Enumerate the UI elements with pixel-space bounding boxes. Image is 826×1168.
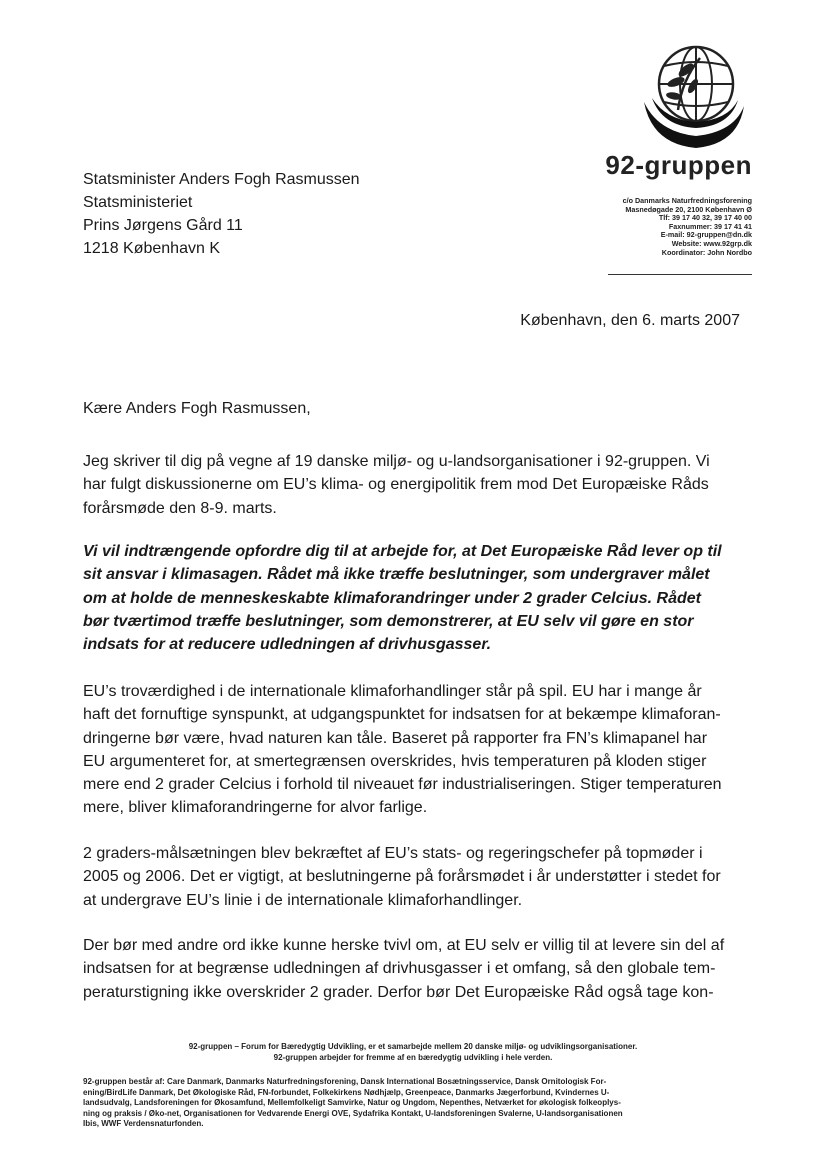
text-line: forårsmøde den 8-9. marts.: [83, 499, 277, 517]
recipient-line: Statsminister Anders Fogh Rasmussen: [83, 171, 360, 188]
text-line: mere end 2 grader Celcius i forhold til niveauet før industrialiseringen. Stiger temperaturen: [83, 776, 722, 794]
contact-line: Tlf: 39 17 40 32, 39 17 40 00: [658, 213, 752, 223]
text-line: indsatsen for at begrænse udledningen af drivhusgasser i et omfang, så den globale tem-: [83, 960, 716, 978]
paragraph-1: [83, 450, 743, 520]
text-line: 2 graders-målsætningen blev bekræftet af EU’s stats- og regeringschefer på topmøder i: [83, 845, 703, 862]
globe-hands-leaf-logo-icon: [638, 40, 748, 152]
text-line: at undergrave EU’s linie i de internationale klimaforhandlinger.: [83, 891, 523, 909]
footer-description: [60, 1041, 766, 1063]
text-line: har fulgt diskussionerne om EU’s klima- og energipolitik frem mod Det Europæiske Råds: [83, 476, 709, 494]
greeting: Kære Anders Fogh Rasmussen,: [83, 400, 311, 417]
text-line: indsats for at reducere udledningen af drivhusgasser.: [83, 636, 492, 654]
text-line: EU argumenteret for, at smertegrænsen overskrides, hvis temperaturen på kloden stiger: [83, 752, 707, 770]
footer-members-line: 92-gruppen består af: Care Danmark, Danmarks Naturfredningsforening, Dansk International Bosætningsservice, Dansk Ornitologisk For-: [83, 1077, 607, 1086]
contact-line: E-mail: 92-gruppen@dn.dk: [660, 230, 752, 240]
text-line: haft det fornuftige synspunkt, at udgangspunktet for indsatsen for at bekæmpe klimaforan-: [83, 706, 721, 724]
footer-members-line: ning og praksis / Øko-net, Organisationen for Vedvarende Energi OVE, Sydafrika Kontakt, U-landsforeningen Svalerne, U-landsorganisationen: [83, 1108, 623, 1118]
footer-members-line: Ibis, WWF Verdensnaturfonden.: [83, 1119, 204, 1129]
contact-divider: [608, 274, 752, 275]
contact-line: Masnedøgade 20, 2100 København Ø: [625, 204, 752, 214]
text-line: EU’s troværdighed i de internationale klimaforhandlinger står på spil. EU har i mange år: [83, 683, 702, 700]
contact-line: c/o Danmarks Naturfredningsforening: [622, 196, 752, 205]
footer-members-line: ening/BirdLife Danmark, Det Økologiske Råd, FN-forbundet, Folkekirkens Nødhjælp, Greenpeace, Danmarks Jægerforbund, Kvindernes U-: [83, 1087, 610, 1097]
text-line: dringerne bør være, hvad naturen kan tåle. Baseret på rapporter fra FN’s klimapanel har: [83, 729, 708, 747]
text-line: 2005 og 2006. Det er vigtigt, at beslutningerne på forårsmødet i år understøtter i stedet for: [83, 868, 721, 886]
paragraph-4: [83, 842, 743, 912]
text-line: peraturstigning ikke overskrider 2 grader. Derfor bør Det Europæiske Råd også tage kon-: [83, 983, 714, 1001]
text-line: Vi vil indtrængende opfordre dig til at arbejde for, at Det Europæiske Råd lever op til: [83, 543, 722, 560]
footer-line: 92-gruppen arbejder for fremme af en bæredygtig udvikling i hele verden.: [273, 1053, 553, 1062]
paragraph-3: [83, 680, 743, 820]
text-line: sit ansvar i klimasagen. Rådet må ikke træffe beslutninger, som undergraver målet: [83, 566, 710, 584]
contact-line: Koordinator: John Nordbo: [661, 247, 752, 257]
org-contact-block: [560, 197, 752, 257]
recipient-line: Statsministeriet: [83, 194, 193, 211]
org-name: 92-gruppen: [605, 150, 752, 180]
paragraph-5: [83, 934, 743, 1004]
footer-members-line: landsudvalg, Landsforeningen for Økosamfund, Mellemfolkeligt Samvirke, Natur og Ungdom, Nepenthes, Netværket for økologisk folkeoplys-: [83, 1098, 621, 1108]
footer-members: [83, 1077, 753, 1130]
text-line: mere, bliver klimaforandringerne for alvor farlige.: [83, 799, 428, 817]
text-line: Jeg skriver til dig på vegne af 19 danske miljø- og u-landsorganisationer i 92-gruppen. Vi: [83, 453, 710, 470]
recipient-line: Prins Jørgens Gård 11: [83, 217, 243, 234]
footer-line: 92-gruppen – Forum for Bæredygtig Udvikling, er et samarbejde mellem 20 danske miljø- og udviklingsorganisationer.: [188, 1042, 638, 1051]
text-line: om at holde de menneskeskabte klimaforandringer under 2 grader Celcius. Rådet: [83, 589, 701, 607]
paragraph-2-emphasis: [83, 540, 743, 656]
contact-line: Faxnummer: 39 17 41 41: [668, 221, 752, 231]
recipient-address: [83, 168, 360, 260]
text-line: bør tværtimod træffe beslutninger, som demonstrerer, at EU selv vil gøre en stor: [83, 612, 694, 630]
letter-date: København, den 6. marts 2007: [520, 312, 740, 329]
contact-line: Website: www.92grp.dk: [671, 238, 752, 248]
text-line: Der bør med andre ord ikke kunne herske tvivl om, at EU selv er villig til at levere sin del af: [83, 937, 725, 954]
recipient-line: 1218 København K: [83, 240, 220, 257]
